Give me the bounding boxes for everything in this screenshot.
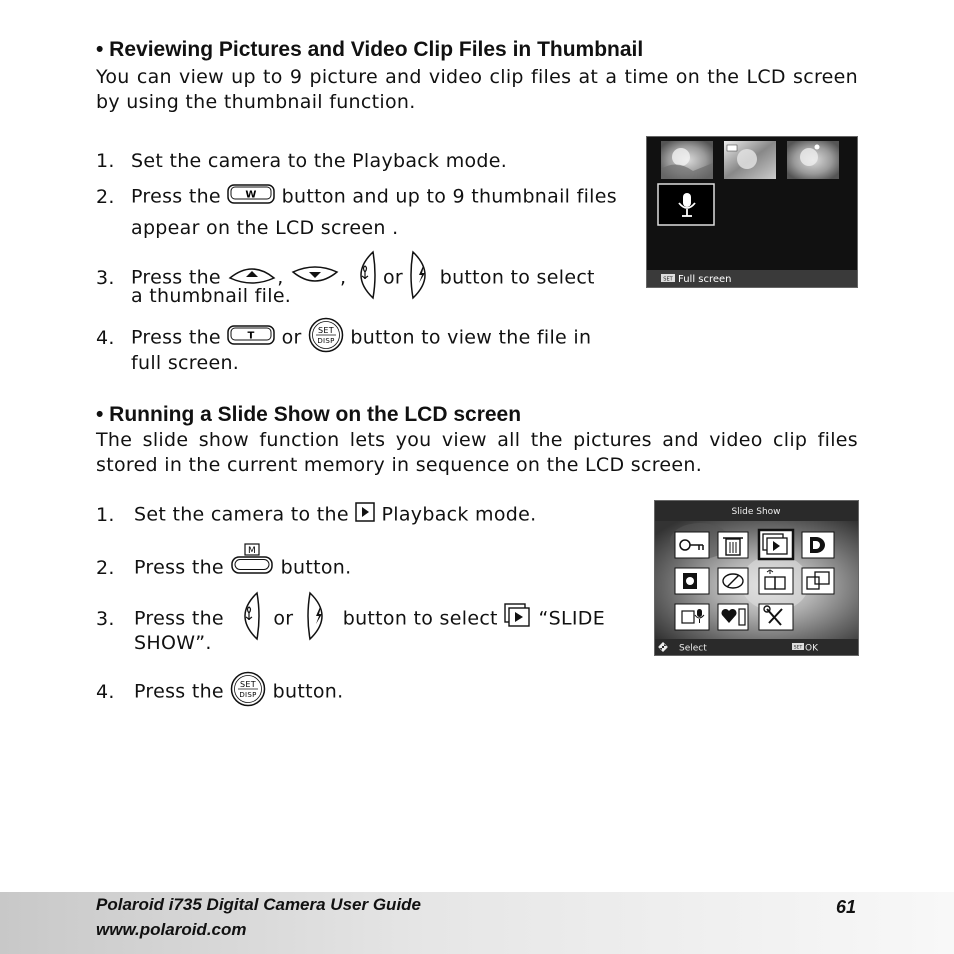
set-disp-button-icon (230, 671, 266, 713)
section-intro-thumbnail: You can view up to 9 picture and video clip files at a time on the LCD screen by using the thumbnail function. (96, 66, 858, 113)
step-4-continued: full screen. (131, 352, 240, 374)
zoom-wide-button-icon (227, 183, 275, 211)
setup-tools-icon[interactable] (759, 604, 793, 630)
lcd-slideshow-title: Slide Show (731, 507, 781, 517)
rotate-icon[interactable] (675, 568, 709, 594)
thumbnail-3 (787, 141, 839, 179)
step-text: Press the (131, 326, 221, 349)
thumbnail-2 (724, 141, 776, 179)
section-heading-slideshow: • Running a Slide Show on the LCD screen (96, 403, 522, 426)
step-text: Press the (134, 556, 224, 579)
step-text: button to select (342, 607, 498, 630)
step-text-quote: “SLIDE (538, 607, 606, 630)
disp-label: DISP (317, 337, 335, 345)
lcd-ok-label: OK (805, 643, 818, 654)
step-2 (96, 183, 617, 211)
lcd-thumbnail-screen (646, 136, 858, 288)
slide-show-menu-icon[interactable] (759, 530, 793, 559)
footer-website[interactable]: www.polaroid.com (96, 920, 247, 939)
favorite-icon[interactable] (718, 604, 748, 630)
step-number: 1. (96, 150, 115, 172)
effect-icon[interactable] (718, 568, 748, 594)
step-2-continued: appear on the LCD screen . (131, 217, 399, 239)
step-text: Set the camera to the (134, 503, 349, 526)
step-text: button. (280, 556, 352, 579)
step-1 (96, 149, 507, 173)
playback-mode-icon (355, 502, 375, 528)
or-text: or (281, 326, 302, 349)
step-number: 2. (96, 185, 115, 208)
page-footer (0, 892, 954, 954)
page-number: 61 (836, 897, 857, 917)
step-number: 3. (96, 266, 115, 289)
step-text: Playback mode. (381, 503, 537, 526)
slideshow-step-3-continued: SHOW”. (134, 632, 212, 654)
step-number: 4. (96, 326, 115, 349)
dpof-icon[interactable] (802, 532, 834, 558)
step-text: Press the (131, 185, 221, 208)
slideshow-step-4 (96, 671, 343, 713)
slide-show-icon (504, 603, 532, 635)
lcd-select-label: Select (679, 643, 707, 654)
voice-memo-icon[interactable] (675, 604, 709, 630)
slideshow-step-1 (96, 502, 536, 528)
set-label: SET (240, 680, 257, 689)
right-flash-button-icon (409, 250, 433, 306)
step-number: 3. (96, 607, 115, 630)
or-text: or (273, 607, 294, 630)
delete-icon[interactable] (718, 532, 748, 558)
step-text: button to view the file in (350, 326, 592, 349)
resize-icon[interactable] (759, 568, 793, 594)
disp-label: DISP (239, 691, 257, 699)
thumbnail-4-voice (658, 184, 714, 225)
step-number: 2. (96, 556, 115, 579)
footer-guide-title: Polaroid i735 Digital Camera User Guide (96, 895, 422, 914)
section-intro-slideshow: The slide show function lets you view all the pictures and video clip files stored in the current memory in sequence on the LCD screen. (96, 429, 858, 476)
menu-button-icon (230, 543, 274, 581)
thumbnail-1 (661, 141, 713, 179)
step-text: Press the (134, 680, 224, 703)
zoom-tele-button-icon (227, 324, 275, 352)
step-3-continued: a thumbnail file. (131, 285, 292, 307)
step-number: 4. (96, 680, 115, 703)
w-label: W (245, 189, 257, 201)
step-text: Set the camera to the Playback mode. (131, 150, 508, 172)
lcd-full-screen-label: Full screen (678, 274, 732, 285)
separator: , (277, 266, 284, 289)
step-text: Press the (134, 607, 224, 630)
left-macro-button-icon (353, 250, 377, 306)
step-number: 1. (96, 503, 115, 526)
step-text: button to select (439, 266, 595, 289)
step-text: button. (272, 680, 344, 703)
set-disp-button-icon (308, 317, 344, 359)
separator: , (339, 266, 347, 289)
protect-icon[interactable] (675, 532, 709, 558)
or-text: or (383, 266, 404, 289)
right-flash-button-icon (306, 591, 330, 647)
m-label: M (248, 546, 257, 556)
down-button-icon (290, 262, 340, 294)
video-clip-icon (727, 145, 737, 151)
voice-memo-indicator-icon (815, 145, 820, 150)
set-label: SET (318, 326, 334, 335)
left-macro-button-icon (237, 591, 261, 647)
lcd-slideshow-menu-screen (654, 500, 859, 656)
slideshow-step-2 (96, 546, 352, 587)
step-text: Press the (131, 266, 221, 289)
set-badge: SET (663, 276, 673, 283)
step-text: button and up to 9 thumbnail files (281, 185, 617, 208)
t-label: T (247, 330, 255, 342)
trim-icon[interactable] (802, 568, 834, 594)
set-badge: SET (793, 645, 803, 651)
section-heading-thumbnail: • Reviewing Pictures and Video Clip Files in Thumbnail (96, 38, 644, 61)
